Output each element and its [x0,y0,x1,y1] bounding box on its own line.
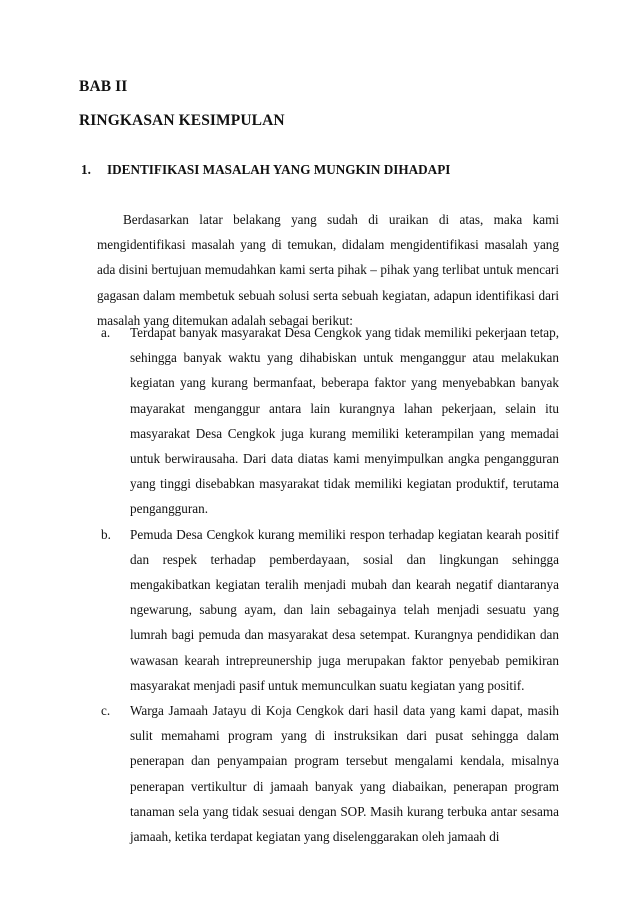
intro-paragraph: Berdasarkan latar belakang yang sudah di uraikan di atas, maka kami mengidentifikasi masalah yang di temukan, didalam mengidentifikasi masalah yang ada disini bertujuan memudahkan kami serta pihak – pihak yang terlibat untuk mencari gagasan dalam membetuk sebuah solusi serta sebuah kegiatan, adapun identifikasi dari masalah yang ditemukan adalah sebagai berikut: [97,212,559,328]
list-item-text: Warga Jamaah Jatayu di Koja Cengkok dari hasil data yang kami dapat, masih sulit memahami program yang di instruksikan dari pusat sehingga dalam penerapan dan penyampaian program tersebut mengalami kendala, misalnya penerapan vertikultur di jamaah banyak yang diabaikan, penerapan program tanaman sela yang tidak sesuai dengan SOP. Masih kurang terbuka antar sesama jamaah, ketika terdapat kegiatan yang diselenggarakan oleh jamaah di [130,703,559,845]
chapter-label: BAB II [79,78,128,95]
section-heading [81,162,450,178]
list-marker: b. [101,526,111,542]
list-item [97,320,559,522]
chapter-title: RINGKASAN KESIMPULAN [79,112,285,129]
list-item [97,522,559,698]
list-item-text: Pemuda Desa Cengkok kurang memiliki respon terhadap kegiatan kearah positif dan respek terhadap pemberdayaan, sosial dan lingkungan sehingga mengakibatkan kegiatan teralih menjadi mubah dan kearah negatif diantaranya ngewarung, sabung ayam, dan lain sebagainya telah menjadi sesuatu yang lumrah bagi pemuda dan masyarakat desa setempat. Kurangnya pendidikan dan wawasan kearah intrepreunership juga merupakan faktor penyebab pemikiran masyarakat menjadi pasif untuk memunculkan suatu kegiatan yang positif. [130,526,559,693]
list-marker: a. [101,325,111,340]
list-item [97,698,559,849]
section-number: 1. [81,162,91,177]
problem-list [97,320,559,849]
section-heading-text: IDENTIFIKASI MASALAH YANG MUNGKIN DIHADAPI [107,162,451,177]
list-marker: c. [101,703,111,719]
list-item-text: Terdapat banyak masyarakat Desa Cengkok yang tidak memiliki pekerjaan tetap, sehingga banyak waktu yang dihabiskan untuk menganggur atau melakukan kegiatan yang kurang bermanfaat, beberapa faktor yang menyebabkan banyak mayarakat menganggur antara lain kurangnya lahan pekerjaan, selain itu masyarakat Desa Cengkok juga kurang memiliki keterampilan yang memadai untuk berwirausaha. Dari data diatas kami menyimpulkan angka pengangguran yang tinggi disebabkan masyarakat tidak memiliki kegiatan produktif, terutama pengangguran. [130,325,559,517]
